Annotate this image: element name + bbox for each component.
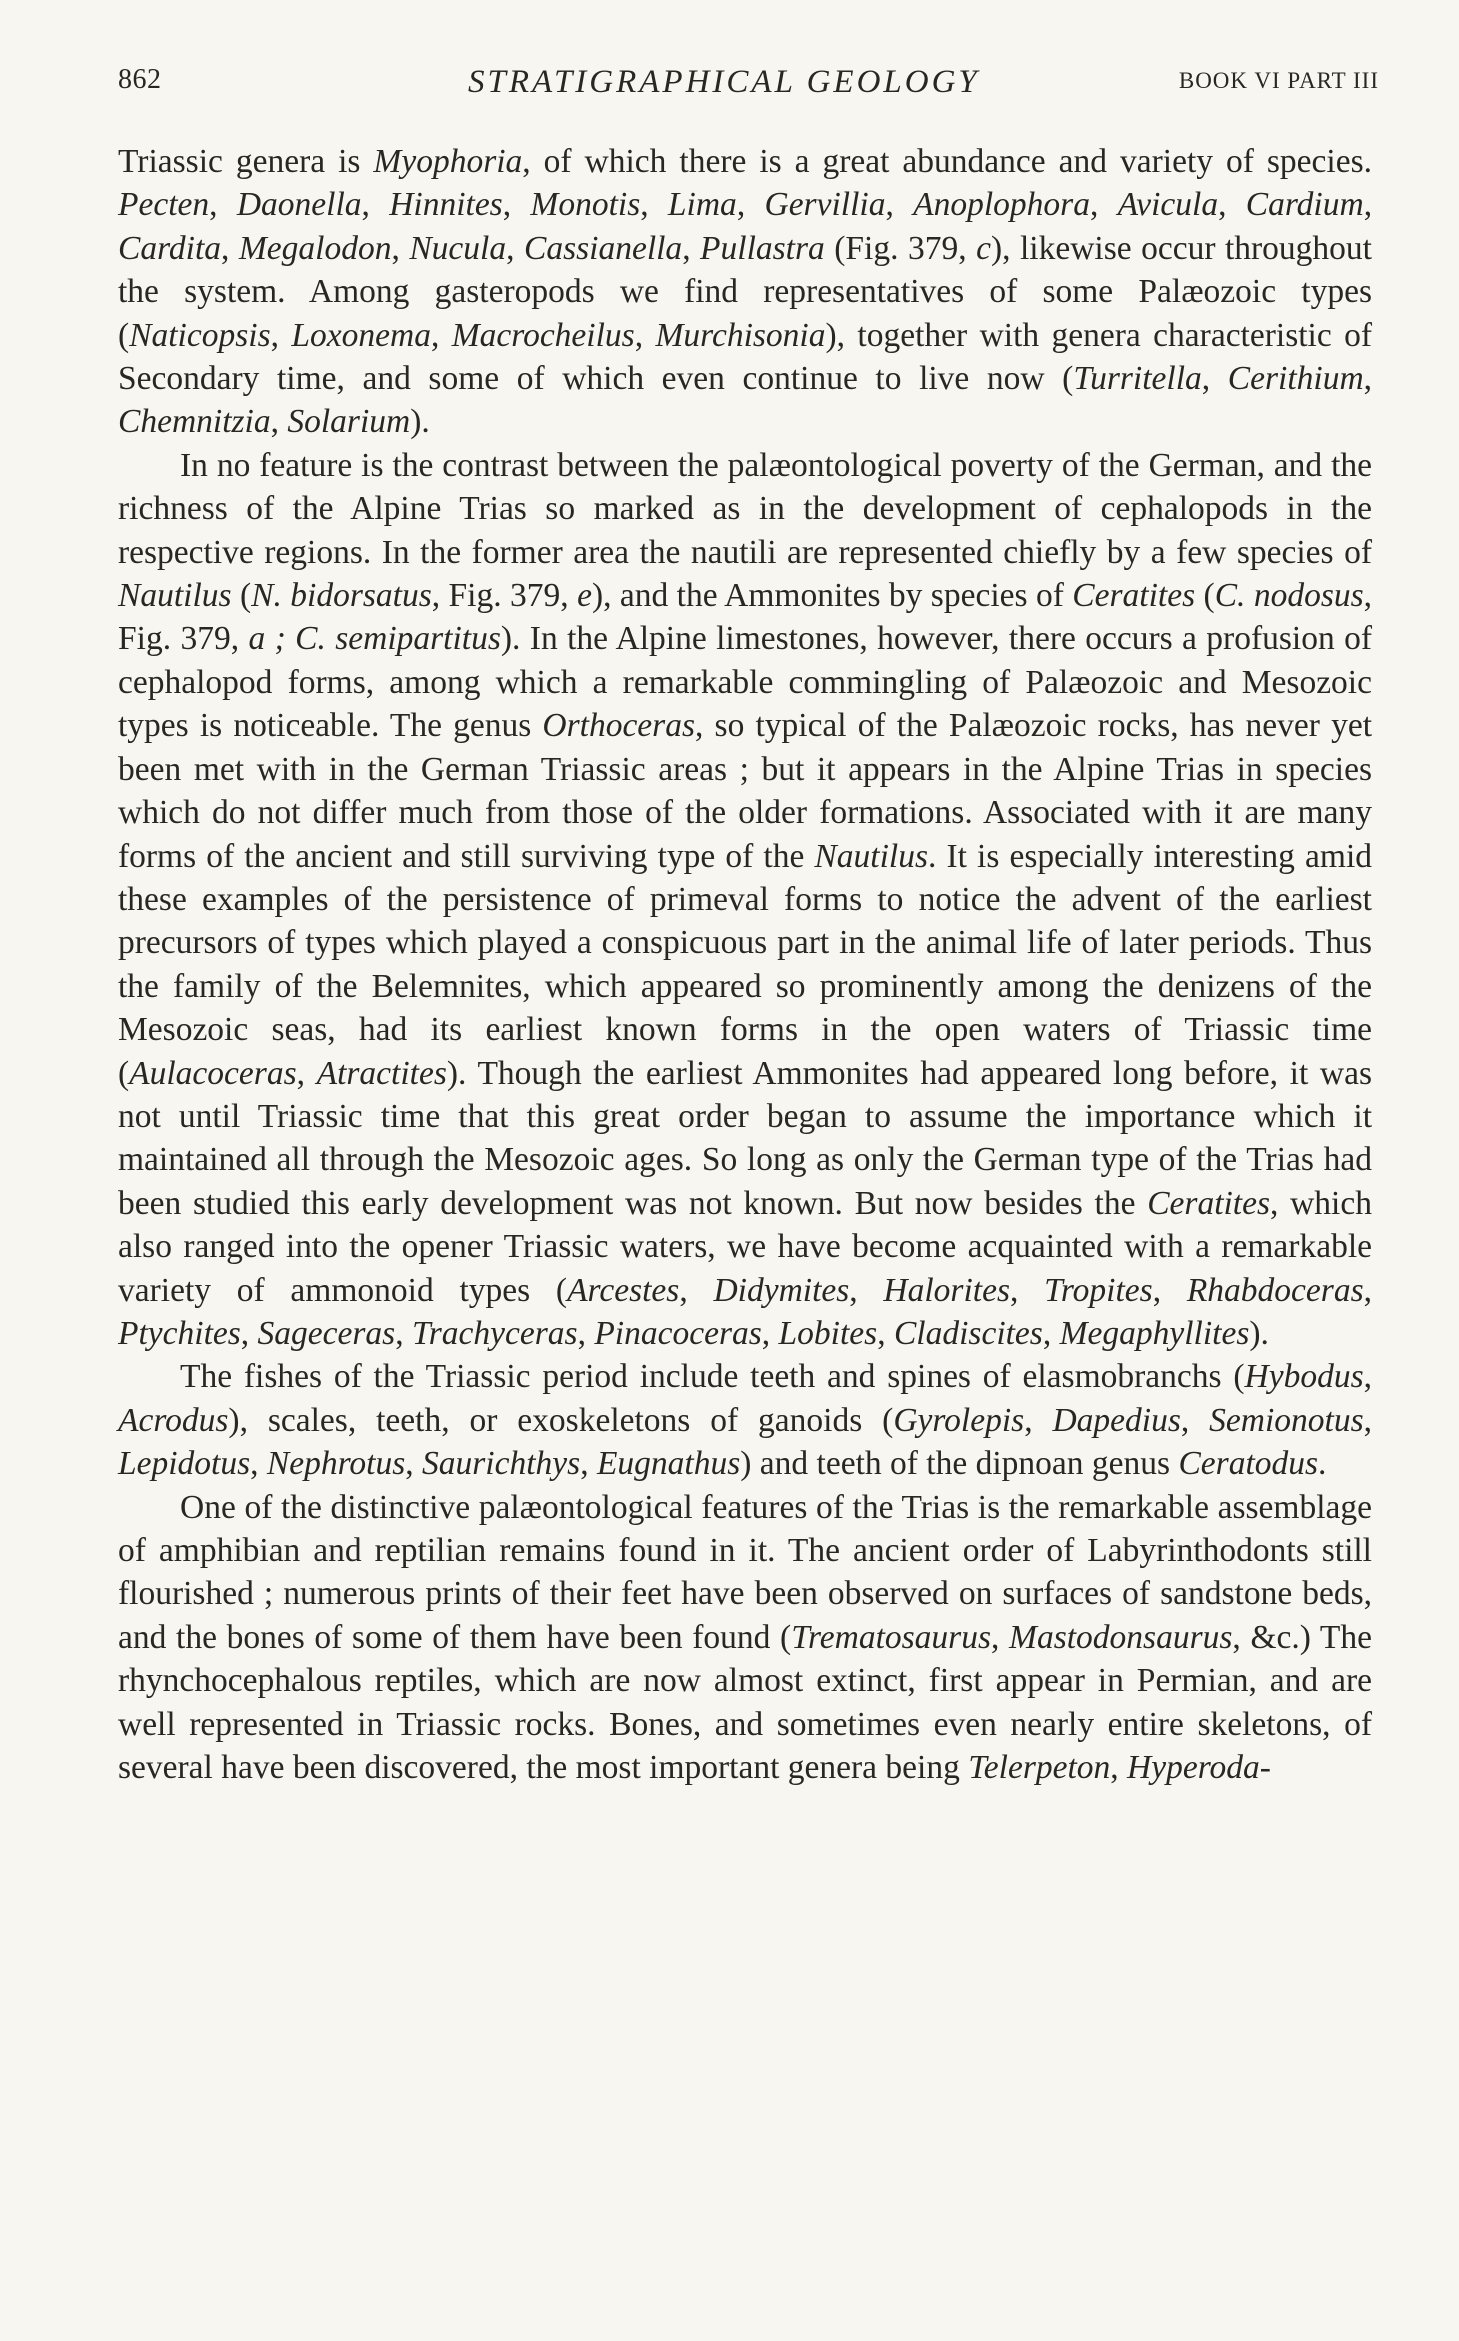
text-run: , Fig. 379,	[431, 577, 578, 615]
text-run: .	[1318, 1445, 1327, 1483]
italic-genus-name: Anoplophora	[913, 186, 1090, 224]
text-run: ,	[1152, 1271, 1187, 1309]
italic-genus-name: Hinnites	[389, 186, 503, 224]
text-run: ,	[250, 1445, 267, 1483]
text-run: ). Though the earliest Ammonites had appeared long before, it was not until Triassic time that this great order began to assume the importance which it maintained all through the Mesozoic ages. So long as only the German type of the Trias had been studied this early development was not known. But now besides the	[118, 1054, 1372, 1222]
italic-genus-name: Pecten	[118, 186, 210, 224]
italic-genus-name: Cardium	[1245, 186, 1364, 224]
italic-genus-name: Eugnathus	[596, 1445, 741, 1483]
italic-genus-name: Cardita	[118, 229, 222, 267]
italic-genus-name: Cladiscites	[893, 1314, 1043, 1352]
italic-genus-name: Naticopsis	[129, 316, 271, 354]
page-header	[118, 64, 1379, 110]
text-run: ,	[1201, 360, 1228, 398]
italic-genus-name: Arcestes	[567, 1271, 680, 1309]
italic-genus-name: Tropites	[1044, 1271, 1153, 1309]
italic-genus-name: Didymites	[713, 1271, 850, 1309]
text-run: ), and the Ammonites by species of	[591, 577, 1073, 615]
page-number: 862	[118, 64, 162, 95]
text-run: ,	[1089, 186, 1118, 224]
text-run: ,	[296, 1054, 317, 1092]
text-run: ) and teeth of the dipnoan genus	[740, 1445, 1179, 1483]
text-run: ,	[502, 186, 531, 224]
italic-genus-name: Ptychites	[118, 1314, 241, 1352]
text-run: . It is especially interesting amid these examples of the persistence of primeval forms to notice the advent of the earliest precursors of types which played a conspicuous part in the animal life of later periods. Thus the family of the Belemnites, which appeared so prominently among the denizens of the Mesozoic seas, had its earliest known forms in the open waters of Triassic time (	[118, 837, 1372, 1092]
text-run: ,	[1363, 1271, 1372, 1309]
text-run: ,	[682, 229, 701, 267]
text-run: (	[231, 577, 252, 615]
body-text	[118, 140, 1372, 1789]
italic-genus-name: Macrocheilus	[451, 316, 635, 354]
italic-genus-name: Turritella	[1073, 360, 1202, 398]
italic-genus-name: Halorites	[883, 1271, 1010, 1309]
italic-genus-name: Atractites	[316, 1054, 447, 1092]
text-run: ,	[885, 186, 914, 224]
text-run: ).	[1249, 1314, 1269, 1352]
text-run: ,	[240, 1314, 258, 1352]
text-run: ,	[221, 229, 239, 267]
italic-genus-name: Megalodon	[238, 229, 392, 267]
text-run: ,	[209, 186, 237, 224]
italic-genus-name: Mastodonsaurus	[1009, 1618, 1233, 1656]
italic-genus-name: Semionotus	[1209, 1401, 1364, 1439]
text-run: ,	[430, 316, 452, 354]
italic-genus-name: Lima	[667, 186, 737, 224]
italic-genus-name: Trachyceras	[411, 1314, 578, 1352]
text-run: The fishes of the Triassic period include teeth and spines of elasmobranchs (	[180, 1358, 1245, 1396]
italic-genus-name: Hybodus	[1244, 1358, 1364, 1396]
text-run: ), scales, teeth, or exoskeletons of ganoids (	[228, 1401, 894, 1439]
italic-genus-name: Lobites	[778, 1314, 878, 1352]
italic-genus-name: Monotis	[530, 186, 641, 224]
text-run: ,	[761, 1314, 779, 1352]
italic-genus-name: Nautilus	[814, 837, 928, 875]
text-run: , so typical of the Palæozoic rocks, has never yet been met with in the German Triassic areas ; but it appears in the Alpine Trias in species which do not differ much from those of the older formations. Associated with it are many forms of the ancient and still surviving type of the	[118, 707, 1373, 875]
italic-genus-name: Solarium	[287, 403, 411, 441]
italic-genus-name: Sageceras	[257, 1314, 396, 1352]
text-run: ,	[395, 1314, 412, 1352]
italic-genus-name: Murchisonia	[655, 316, 826, 354]
text-run: ,	[361, 186, 390, 224]
italic-genus-name: Loxonema	[291, 316, 431, 354]
text-run: ,	[577, 1314, 595, 1352]
text-run: , of which there is a great abundance and variety of species.	[522, 143, 1372, 180]
text-run: ,	[1024, 1401, 1053, 1439]
italic-genus-name: Cerithium	[1227, 360, 1364, 398]
text-run: , Fig. 379,	[118, 577, 1373, 658]
text-run: ,	[270, 316, 292, 354]
italic-genus-name: Megaphyllites	[1059, 1314, 1250, 1352]
text-run: ,	[506, 229, 524, 267]
text-run: ,	[391, 229, 410, 267]
italic-genus-name: Trematosaurus	[791, 1618, 992, 1656]
italic-genus-name: Aulacoceras	[129, 1054, 297, 1092]
text-run: , which also ranged into the opener Triassic waters, we have become acquainted with a remarkable variety of ammonoid types (	[118, 1184, 1372, 1309]
text-run: ,	[634, 316, 656, 354]
text-run: ,	[1363, 1358, 1372, 1396]
italic-genus-name: Hyperoda-	[1127, 1749, 1271, 1787]
paragraph	[118, 444, 1372, 1356]
italic-genus-name: Nephrotus	[266, 1445, 406, 1483]
italic-genus-name: Myophoria	[373, 143, 523, 180]
text-run: (Fig. 379,	[824, 229, 977, 267]
italic-genus-name: Ceratites	[1072, 577, 1196, 615]
text-run: ,	[270, 403, 288, 441]
italic-genus-name: Daonella	[236, 186, 362, 224]
text-run: ).	[410, 403, 430, 441]
italic-genus-name: Avicula	[1117, 186, 1219, 224]
text-run: ,	[405, 1445, 423, 1483]
italic-genus-name: Cassianella	[523, 229, 683, 267]
text-run: ,	[640, 186, 668, 224]
text-run: ), together with genera characteristic of Secondary time, and some of which even continue to live now (	[118, 316, 1373, 398]
text-run: ,	[1009, 1271, 1045, 1309]
text-run: ,	[1218, 186, 1246, 224]
paragraph	[118, 140, 1372, 444]
italic-genus-name: Nucula	[409, 229, 507, 267]
text-run: Triassic genera is	[118, 143, 374, 180]
italic-genus-name: Pullastra	[700, 229, 825, 267]
italic-genus-name: Telerpeton	[968, 1749, 1111, 1787]
italic-genus-name: Rhabdoceras	[1186, 1271, 1364, 1309]
italic-genus-name: Ceratodus	[1178, 1445, 1319, 1483]
text-run: ,	[679, 1271, 714, 1309]
text-run: ,	[580, 1445, 597, 1483]
italic-genus-name: Dapedius	[1052, 1401, 1181, 1439]
italic-genus-name: C. nodosus	[1214, 577, 1364, 615]
italic-genus-name: Gervillia	[764, 186, 886, 224]
text-run: ,	[736, 186, 765, 224]
italic-genus-name: a ; C. semipartitus	[248, 620, 501, 658]
italic-genus-name: Lepidotus	[118, 1445, 251, 1483]
italic-genus-name: Acrodus	[118, 1401, 229, 1439]
text-run: ,	[1363, 186, 1373, 224]
text-run: In no feature is the contrast between the palæontological poverty of the German, and the richness of the Alpine Trias so marked as in the development of cephalopods in the respective regions. In the former area the nautili are represented chiefly by a few species of	[118, 446, 1372, 571]
text-run: ,	[991, 1618, 1010, 1656]
italic-genus-name: Ceratites	[1147, 1184, 1271, 1222]
italic-genus-name: N. bidorsatus	[251, 577, 432, 615]
italic-genus-name: e	[577, 577, 592, 615]
paragraph	[118, 1486, 1372, 1790]
italic-genus-name: Saurichthys	[422, 1445, 581, 1483]
text-run: ,	[1363, 1401, 1373, 1439]
book-reference: BOOK VI PART III	[1178, 68, 1379, 93]
text-run: ). In the Alpine limestones, however, there occurs a profusion of cephalopod forms, among which a remarkable commingling of Palæozoic and Mesozoic types is noticeable. The genus	[118, 620, 1372, 745]
italic-genus-name: Chemnitzia	[118, 403, 271, 441]
text-run: One of the distinctive palæontological features of the Trias is the remarkable assemblage of amphibian and reptilian remains found in it. The ancient order of Labyrinthodonts still flourished ; numerous prints of their feet have been observed on surfaces of sandstone beds, and the bones of some of them have been found (	[118, 1488, 1372, 1656]
text-run: ), likewise occur throughout the system. Among gasteropods we find representatives of some Palæozoic types (	[118, 229, 1372, 354]
text-run: (	[1195, 577, 1215, 615]
text-run: ,	[877, 1314, 894, 1352]
running-title: STRATIGRAPHICAL GEOLOGY	[468, 64, 980, 100]
text-run: ,	[1180, 1401, 1210, 1439]
text-run: , &c.) The rhynchocephalous reptiles, which are now almost extinct, first appear in Permian, and are well represented in Triassic rocks. Bones, and sometimes even nearly entire skeletons, of several have been discovered, the most important genera being	[118, 1618, 1373, 1787]
paragraph	[118, 1355, 1372, 1485]
text-run: ,	[849, 1271, 884, 1309]
italic-genus-name: Pinacoceras	[594, 1314, 762, 1352]
text-run: ,	[1042, 1314, 1060, 1352]
italic-genus-name: Orthoceras	[542, 707, 696, 745]
italic-genus-name: Gyrolepis	[893, 1401, 1025, 1439]
italic-genus-name: Nautilus	[118, 577, 232, 615]
text-run: ,	[1110, 1749, 1128, 1787]
italic-genus-name: c	[976, 229, 991, 267]
text-run: ,	[1363, 360, 1373, 398]
